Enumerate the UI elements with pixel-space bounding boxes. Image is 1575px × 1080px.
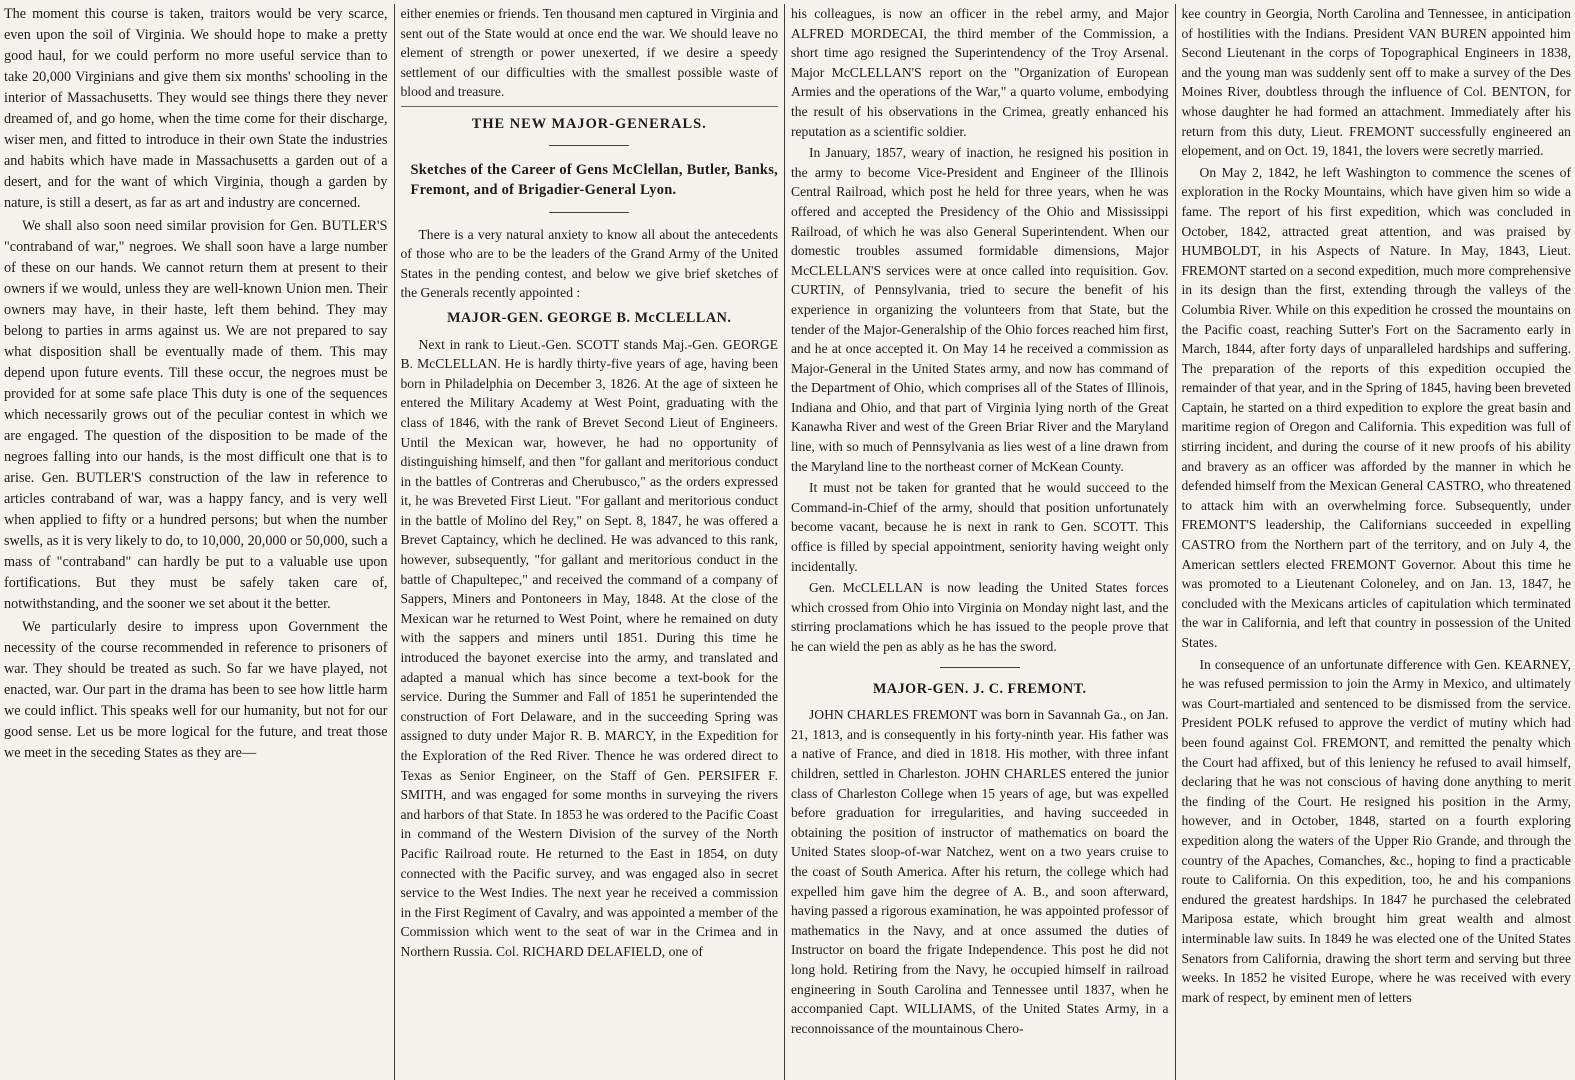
article-headline: THE NEW MAJOR-GENERALS.	[471, 115, 707, 132]
column-divider	[784, 4, 785, 1080]
paragraph: We shall also soon need similar provision for Gen. BUTLER'S "contraband of war," negroes. We shall soon have a large number of these on our hands. We cannot return them at present to their owners if we would, unless they are well-known Union men. Their owners may have, in their haste, left them behind. They may belong to parties in arms against us. We are not prepared to say what disposition shall be eventually made of them. This may depend upon future events. Till these occur, the negroes must be provided for at some safe place This duty is one of the sequences which necessarily grows out of the peculiar contest in which we are engaged. The question of the disposition to be made of the negroes falling into our hands, is the most difficult one that is to arise. Gen. BUTLER'S construction of the law in reference to articles contraband of war, was a happy fancy, and is very well when applied to fifty or a hundred persons; but when the number swells, as it is very likely to do, to 10,000, 20,000 or 50,000, such a mass of "contraband" can hardly be put to a valuable use upon fortifications. But they must be safely taken care of, notwithstanding, and the sooner we set about it the better.	[4, 218, 388, 612]
section-title: MAJOR-GEN. J. C. FREMONT.	[872, 680, 1087, 697]
column-3	[791, 4, 1169, 1080]
column-1	[4, 4, 388, 1080]
divider-rule	[940, 667, 1020, 668]
paragraph: Gen. McCLELLAN is now leading the United States forces which crossed from Ohio into Virginia on Monday night last, and the stirring proclamations which he has issued to the people prove that he can wield the pen as ably as he has the sword.	[791, 580, 1169, 654]
paragraph: In January, 1857, weary of inaction, he resigned his position in the army to become Vice-President and Engineer of the Illinois Central Railroad, which post he held for three years, when he was offered and accepted the Presidency of the Ohio and Mississippi Railroad, of which he was also General Superintendent. When our domestic troubles assumed formidable dimensions, Major McCLELLAN'S services were at once called into requisition. Gov. CURTIN, of Pennsylvania, tried to secure the benefit of his experience in organizing the volunteers from that State, but the tender of the Major-Generalship of the Ohio forces reached him first, and he at once accepted it. On May 14 he received a commission as Major-General in the United States army, and now has command of the Department of Ohio, which comprises all of the States of Illinois, Indiana and Ohio, and that part of Virginia lying north of the Great Kanawha River and west of the Green Briar River and the Maryland line, with so much of Pennsylvania as lies west of a line drawn from the Maryland line to the northeast corner of McKean County.	[791, 145, 1169, 474]
paragraph: We particularly desire to impress upon Government the necessity of the course recommended in reference to prisoners of war. They should be treated as such. So far we have played, not enacted, war. Our part in the drama has been to see how little harm we could inflict. This speaks well for our humanity, but not for our good sense. Let us be more logical for the future, and treat those we meet in the seceding States as they are—	[4, 619, 388, 761]
column-divider	[1175, 4, 1176, 1080]
column-4	[1182, 4, 1571, 1080]
divider-rule	[401, 106, 779, 107]
divider-rule	[549, 212, 629, 213]
divider-rule	[549, 145, 629, 146]
paragraph: either enemies or friends. Ten thousand men captured in Virginia and sent out of the State would at once end the war. We should leave no element of strength or power unexerted, if we desire a speedy settlement of our difficulties with the smallest possible waste of blood and treasure.	[400, 6, 778, 100]
paragraph: It must not be taken for granted that he would succeed to the Command-in-Chief of the army, should that position unfortunately become vacant, because he is next in rank to Gen. SCOTT. This office is filled by special appointment, seniority having weight only incidentally.	[791, 480, 1169, 574]
paragraph: On May 2, 1842, he left Washington to commence the scenes of exploration in the Rocky Mountains, which have given him so wide a fame. The report of his first expedition, which was concluded in October, 1842, attracted great attention, and was praised by HUMBOLDT, in his Aspects of Nature. In May, 1843, Lieut. FREMONT started on a second expedition, much more comprehensive in its design than the first, extending through the valleys of the Columbia River. While on this expedition he crossed the mountains on the Pacific coast, reaching Sutter's Fort on the Sacramento early in March, 1844, after forty days of unparalleled hardships and suffering. The preparation of the reports of this expedition occupied the remainder of that year, and in the Spring of 1845, having been breveted Captain, he started on a third expedition to explore the great basin and maritime region of Oregon and California. This expedition was full of stirring incident, and during the course of it new proofs of his ability and bravery as an officer was afforded by the manner in which he defended himself from the Mexican General CASTRO, who threatened to attack him with an overwhelming force. Subsequently, under FREMONT'S leadership, the Californians succeeded in expelling CASTRO from the Northern part of the territory, and on July 4, the American settlers elected FREMONT Governor. About this time he was promoted to a Lieutenant Coloneley, and on Jan. 13, 1847, he concluded with the Mexicans articles of capitulation which terminated the war in California, and left that country in possession of the United States.	[1181, 164, 1571, 650]
column-2	[401, 4, 779, 1080]
paragraph: In consequence of an unfortunate difference with Gen. KEARNEY, he was refused permission to join the Army in Mexico, and ultimately was Court-martialed and sentenced to be dismissed from the service. President POLK refused to approve the verdict of mutiny which had been found against Col. FREMONT, and remitted the penalty which the Court had affixed, but of this leniency he refused to avail himself, declaring that he was not conscious of having done anything to merit the finding of the Court. He resigned his position in the Army, however, and in October, 1848, started on a fourth exploring expedition along the waters of the Upper Rio Grande, and through the country of the Apaches, Comanches, &c., hoping to find a practicable route to California. On this expedition, too, he and his companions endured the greatest hardships. In 1847 he purchased the celebrated Mariposa estate, which brought him great wealth and almost interminable law suits. In 1849 he was elected one of the United States Senators from California, drawing the short term and serving but three weeks. In 1852 he visited Europe, where he was received with every mark of respect, by eminent men of letters	[1181, 656, 1571, 1005]
paragraph: his colleagues, is now an officer in the rebel army, and Major ALFRED MORDECAI, the third member of the Commission, a short time ago resigned the Superintendency of the Troy Arsenal. Major McCLELLAN'S report on the "Organization of European Armies and the operations of the War," a quarto volume, embodying the result of his observations in the Crimea, greatly enhanced his reputation as a scientific soldier.	[791, 6, 1169, 139]
article-subheadline: Sketches of the Career of Gens McClellan, Butler, Banks, Fremont, and of Brigadier-General Lyon.	[410, 161, 778, 198]
section-title: MAJOR-GEN. GEORGE B. McCLELLAN.	[447, 309, 732, 326]
paragraph: There is a very natural anxiety to know all about the antecedents of those who are to be the leaders of the Grand Army of the United States in the pending contest, and below we give brief sketches of the Generals recently appointed :	[400, 226, 778, 301]
paragraph: kee country in Georgia, North Carolina and Tennessee, in anticipation of hostilities with the Indians. President VAN BUREN appointed him Second Lieutenant in the corps of Topographical Engineers in 1838, and the young man was suddenly sent off to make a survey of the Des Moines River, doubtless through the influence of Col. BENTON, for whose daughter he had formed an attachment. Immediately after his return from this duty, Lieut. FREMONT successfully engineered an elopement, and on Oct. 19, 1841, the lovers were secretly married.	[1181, 6, 1571, 159]
paragraph: JOHN CHARLES FREMONT was born in Savannah Ga., on Jan. 21, 1813, and is consequently in his forty-ninth year. His father was a native of France, and died in 1818. His mother, with three infant children, settled in Charleston. JOHN CHARLES entered the junior class of Charleston College when 15 years of age, but was expelled before graduation for irregularities, and having succeeded in obtaining the position of instructor of mathematics on board the United States sloop-of-war Natchez, went on a two years cruise to the coast of South America. After his return, the college which had expelled him gave him the degree of A. B., and soon afterward, having passed a rigorous examination, he was appointed professor of mathematics in the Navy, and at once assumed the duties of Instructor on board the frigate Independence. This post he did not long hold. Retiring from the Navy, he occupied himself in railroad engineering in South Carolina and Tennessee until 1837, when he accompanied Capt. WILLIAMS, of the United States Army, in a reconnoissance of the mountainous Chero-	[791, 707, 1169, 1036]
column-divider	[394, 4, 395, 1080]
paragraph: Next in rank to Lieut.-Gen. SCOTT stands Maj.-Gen. GEORGE B. McCLELLAN. He is hardly thirty-five years of age, having been born in Philadelphia on December 3, 1826. At the age of sixteen he entered the Military Academy at West Point, graduating with the class of 1846, with the rank of Brevet Second Lieut of Engineers. Until the Mexican war, however, he had no opportunity of distinguishing himself, and then "for gallant and meritorious conduct in the battles of Contreras and Cherubusco," as the orders expressed it, he was Breveted First Lieut. "For gallant and meritorious conduct in the battle of Molino del Rey," on Sept. 8, 1847, he was offered a Brevet Captaincy, which he declined. He was advanced to this rank, however, subsequently, "for gallant and meritorious conduct in the battle of Chapultepec," and received the command of a company of Sappers, Miners and Pontoneers in May, 1848. At the close of the Mexican war he returned to West Point, where he remained on duty with the sappers and miners until 1851. During this time he introduced the bayonet exercise into the army, and translated and adapted a manual which has since become a text-book for the service. During the Summer and Fall of 1851 he superintended the construction of Fort Delaware, and in the succeeding Spring was assigned to duty under Major R. B. MARCY, in the Expedition for the Exploration of the Red River. Thence he was ordered direct to Texas as Senior Engineer, on the Staff of Gen. PERSIFER F. SMITH, and was engaged for some months in surveying the rivers and harbors of that State. In 1853 he was ordered to the Pacific Coast in command of the Western Division of the survey of the North Pacific Railroad route. He returned to the East in 1854, on duty connected with the Pacific survey, and was engaged also in secret service to the West Indies. The next year he received a commission in the First Regiment of Cavalry, and was appointed a member of the Commission which went to the seat of war in the Crimea and in Northern Russia. Col. RICHARD DELAFIELD, one of	[400, 336, 778, 959]
paragraph: The moment this course is taken, traitors would be very scarce, even upon the soil of Virginia. We should hope to make a pretty good haul, for we could perform no more useful service than to take 20,000 Virginians and give them six months' schooling in the interior of Massachusetts. They would see things there they never dreamed of, and go home, when the time come for their discharge, wiser men, and fitted to introduce in their own State the industries and habits which have made in Massachusetts a garden out of a desert, and for the want of which Virginia, though a garden by nature, is still a desert, as far as art and industry are concerned.	[4, 6, 388, 211]
